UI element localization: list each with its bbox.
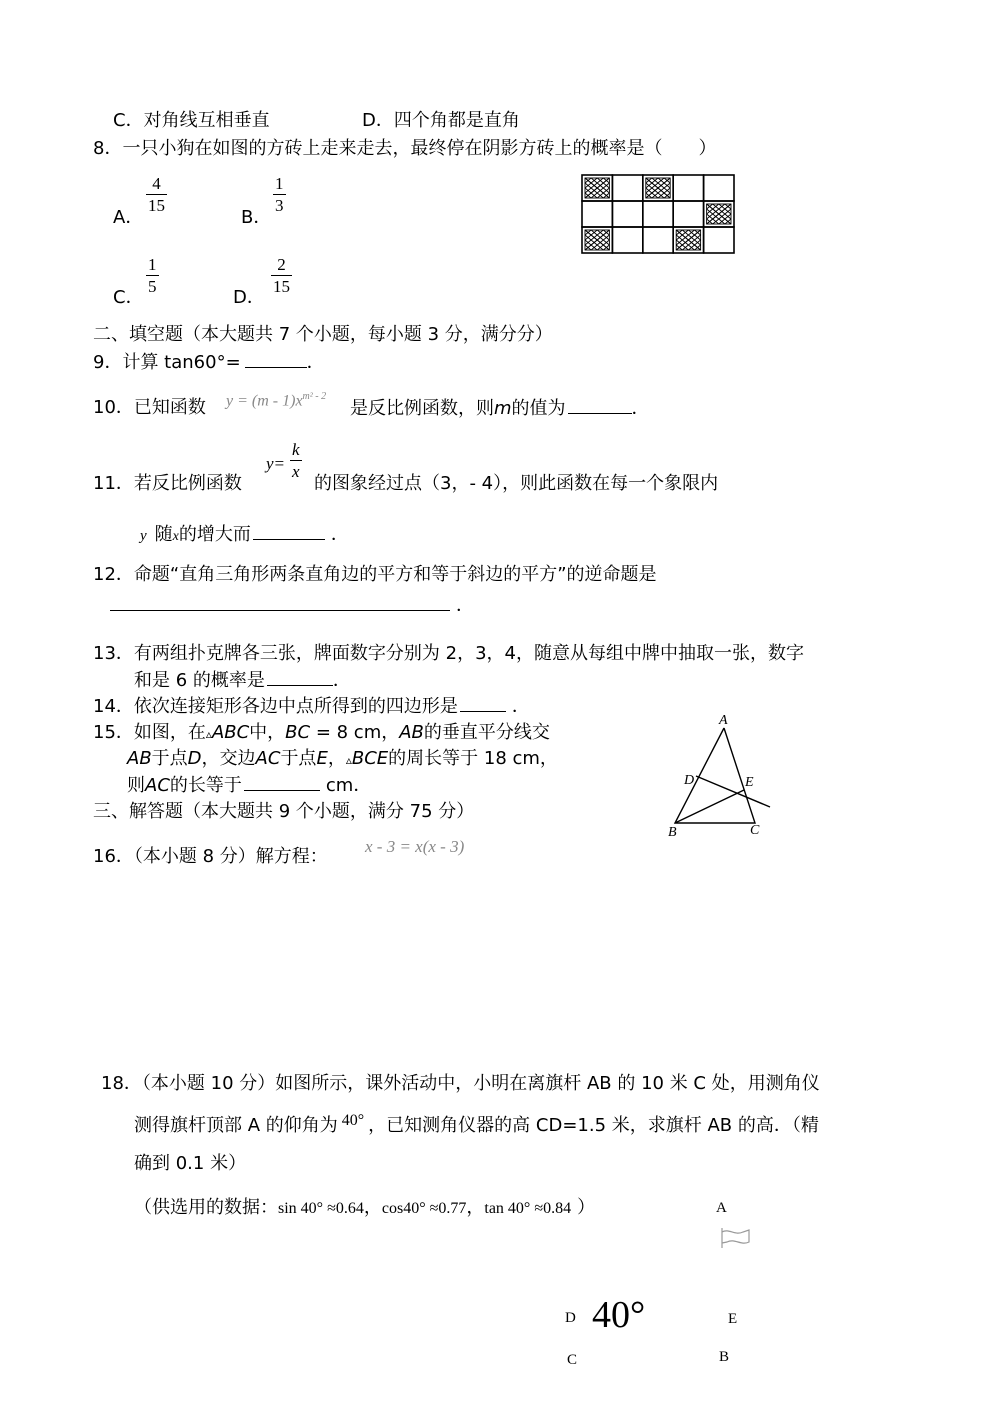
fraction-numerator: 4 (152, 174, 161, 193)
q15-seg-bc: BC (285, 722, 311, 743)
q10-formula-exponent: m² - 2 (302, 391, 327, 402)
q12-answer-blank (110, 596, 450, 611)
perpendicular-bisector-line (696, 776, 770, 807)
q18-line1: 18．（本小题 10 分）如图所示，课外活动中，小明在离旗杆 AB 的 10 米 C 处，用测角仪 (101, 1073, 820, 1094)
q11-line2 (140, 525, 349, 544)
q15-line1: 15．如图，在▵ABC中，BC = 8 cm，AB的垂直平分线交 (93, 722, 550, 743)
fraction-numerator: 1 (148, 255, 157, 274)
fraction-numerator: k (292, 440, 300, 459)
q15-triangle-figure (660, 705, 790, 845)
flag-icon (719, 1226, 753, 1250)
tile (704, 227, 734, 253)
q10-answer-blank (568, 399, 632, 414)
q8-option-a-label: A． (113, 207, 144, 228)
q15-seg-ab: AB (399, 722, 424, 743)
q12-answer-line (110, 596, 474, 615)
q13-line1: 13．有两组扑克牌各三张，牌面数字分别为 2，3，4，随意从每组中牌中抽取一张，数字 (93, 643, 804, 664)
q18-line3: 确到 0.1 米） (134, 1153, 247, 1174)
q10-suffix (350, 399, 650, 418)
q18-tan: tan 40° ≈0.84 (484, 1200, 572, 1217)
q9-text: 9．计算 tan60°= (93, 352, 241, 373)
section-3-heading: 三、解答题（本大题共 9 个小题，满分 75 分） (93, 801, 475, 822)
q18-data (134, 1199, 595, 1217)
q11-y-eq: y= (266, 454, 286, 473)
q18-sep-1: ， (363, 1197, 382, 1218)
q15-line3-unit: cm． (325, 775, 372, 796)
q18-fig-label-c: C (567, 1352, 578, 1368)
q8-option-a-fraction (146, 175, 167, 214)
q15-line3-pre: 则 (127, 775, 145, 796)
q12-end: ． (456, 595, 474, 616)
q15-line3-ac: AC (145, 775, 170, 796)
q18-fig-label-a: A (716, 1200, 727, 1216)
q15-line2-c: 于点 (280, 748, 317, 769)
q18-fig-label-e: E (728, 1311, 738, 1327)
q18-angle: 40° (341, 1112, 365, 1129)
q11-prefix: 11．若反比例函数 (93, 473, 242, 494)
label-e: E (745, 775, 754, 790)
q15-line1-mid: 中， (249, 722, 286, 743)
q9-end: ． (306, 352, 325, 373)
q15-line2-d: ， (327, 748, 346, 769)
q15-line2-a: 于点 (151, 748, 188, 769)
tile (643, 201, 673, 227)
q11-fraction (290, 441, 302, 480)
q16-equation: x - 3 = x(x - 3) (365, 837, 465, 856)
tile (582, 201, 612, 227)
fraction-denominator: 15 (273, 277, 290, 296)
q15-line1-post: 的垂直平分线交 (423, 722, 550, 743)
q13-line2 (134, 671, 351, 690)
fraction-numerator: 2 (277, 255, 286, 274)
q14-question (93, 697, 530, 716)
fraction-denominator: x (292, 462, 300, 481)
q15-line2-b: ，交边 (201, 748, 256, 769)
q18-line2-post: ，已知测角仪器的高 CD=1.5 米，求旗杆 AB 的高．（精 (368, 1115, 819, 1136)
fraction-denominator: 3 (275, 196, 284, 215)
q15-line2-e: 的周长等于 18 cm， (388, 748, 558, 769)
q10-formula-base: y = (m - 1)x (226, 392, 303, 410)
q11-line2-post: 的增大而 (178, 524, 251, 545)
q13-answer-blank (267, 671, 333, 686)
q15-point-e: E (316, 748, 328, 769)
q10-prefix: 10．已知函数 (93, 397, 206, 418)
q13-end: ． (332, 670, 351, 691)
fraction-numerator: 1 (275, 174, 284, 193)
q18-fig-label-d: D (565, 1310, 576, 1326)
q18-fig-label-b: B (719, 1349, 730, 1365)
tile (643, 227, 673, 253)
q15-point-d: D (187, 748, 202, 769)
q15-line3-post: 的长等于 (169, 775, 242, 796)
q15-triangle-abc: ABC (211, 722, 250, 743)
crosshatch-pattern (646, 178, 670, 198)
q10-end: ． (631, 398, 650, 419)
crosshatch-pattern (585, 178, 609, 198)
q11-suffix: 的图象经过点（3，- 4），则此函数在每一个象限内 (314, 473, 719, 494)
q15-line2-ab: AB (127, 748, 152, 769)
section-2-heading: 二、填空题（本大题共 7 个小题，每小题 3 分，满分分） (93, 324, 553, 345)
label-b: B (668, 825, 677, 840)
q10-var-m: m (494, 398, 512, 419)
q11-answer-blank (253, 525, 325, 540)
q8-option-b-label: B． (241, 207, 272, 228)
q18-data-post: ） (577, 1197, 596, 1218)
fraction-denominator: 15 (148, 196, 165, 215)
q18-cos: cos40° ≈0.77 (381, 1200, 467, 1217)
q15-line1-bc: = 8 cm， (310, 722, 400, 743)
q8-question: 8．一只小狗在如图的方砖上走来走去，最终停在阴影方砖上的概率是（ ） (93, 138, 717, 159)
q15-line2: AB于点D，交边AC于点E，▵BCE的周长等于 18 cm， (127, 748, 558, 769)
q14-answer-blank (460, 697, 506, 712)
label-d: D (684, 773, 695, 788)
q15-triangle-bce: BCE (351, 748, 389, 769)
q16-question: 16．（本小题 8 分）解方程： (93, 846, 328, 867)
q18-line2-pre: 测得旗杆顶部 A 的仰角为 (134, 1115, 338, 1136)
q11-line2-mid: 随 (154, 524, 173, 545)
q11-var-x: x (172, 529, 179, 544)
q7-option-d: D．四个角都是直角 (362, 110, 520, 131)
q15-seg-ac: AC (255, 748, 281, 769)
q8-option-c-label: C． (113, 287, 144, 308)
q14-end: ． (511, 696, 530, 717)
q15-line1-pre: 15．如图，在 (93, 722, 206, 743)
q18-line2 (134, 1112, 819, 1136)
tile (673, 201, 703, 227)
q8-option-d-fraction (271, 256, 292, 295)
tile (612, 227, 642, 253)
q8-option-c-fraction (146, 256, 159, 295)
q7-option-c: C．对角线互相垂直 (113, 110, 270, 131)
label-a: A (719, 713, 728, 728)
q10-post: 的值为 (511, 398, 566, 419)
fraction-denominator: 5 (148, 277, 157, 296)
crosshatch-pattern (585, 230, 609, 250)
q18-data-pre: （供选用的数据： (134, 1197, 278, 1218)
segment-be (675, 790, 744, 823)
q9-answer-blank (245, 353, 307, 368)
q18-fig-angle: 40° (592, 1294, 646, 1336)
q11-var-y: y (140, 528, 147, 544)
label-c: C (750, 823, 760, 838)
q15-line3 (127, 776, 371, 795)
q11-end: ． (330, 524, 349, 545)
tile (612, 175, 642, 201)
q14-text: 14．依次连接矩形各边中点所得到的四边形是 (93, 696, 458, 717)
crosshatch-pattern (676, 230, 700, 250)
tile-grid-figure (581, 174, 735, 254)
q10-formula (226, 392, 326, 409)
q9-question (93, 353, 325, 372)
q15-answer-blank (244, 776, 320, 791)
q8-option-b-fraction (273, 175, 286, 214)
tile (704, 175, 734, 201)
q18-sep-2: ， (466, 1197, 485, 1218)
tile (673, 175, 703, 201)
q8-option-d-label: D． (233, 287, 265, 308)
q10-mid: 是反比例函数，则 (350, 398, 494, 419)
q13-line2-text: 和是 6 的概率是 (134, 670, 265, 691)
tile (612, 201, 642, 227)
q12-question: 12．命题“直角三角形两条直角边的平方和等于斜边的平方”的逆命题是 (93, 564, 657, 585)
crosshatch-pattern (707, 204, 731, 224)
q18-sin: sin 40° ≈0.64 (278, 1200, 364, 1217)
